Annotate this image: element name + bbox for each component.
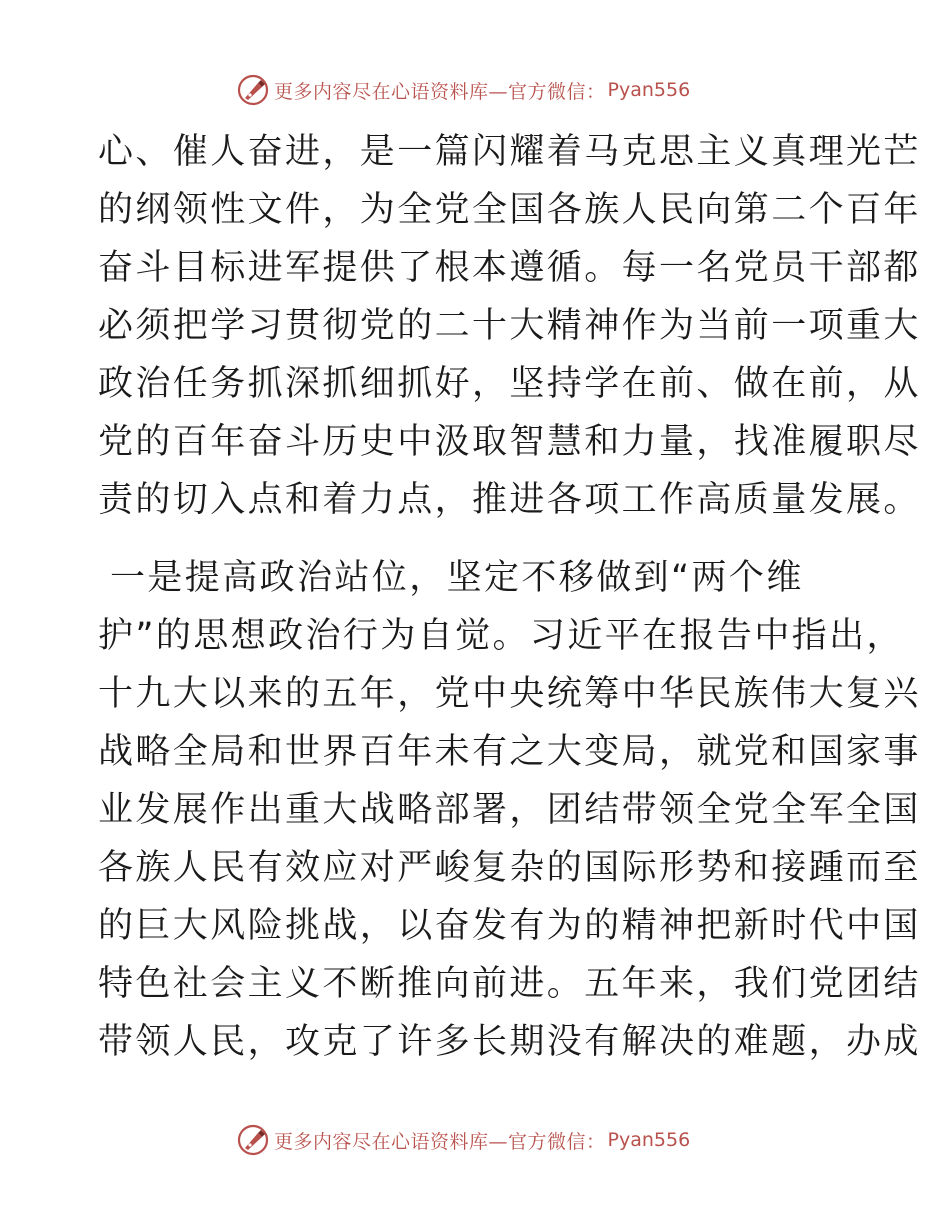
watermark-text: 更多内容尽在心语资料库—官方微信： [274, 80, 606, 103]
watermark-text: 更多内容尽在心语资料库—官方微信： [274, 1130, 606, 1153]
paragraph-1 [98, 123, 921, 529]
text-line: 护”的思想政治行为自觉。习近平在报告中指出， [98, 616, 904, 656]
pen-nib-logo-icon [236, 1123, 270, 1157]
text-line: 特色社会主义不断推向前进。五年来，我们党团结 [98, 964, 921, 1004]
text-line: 一是提高政治站位，坚定不移做到“两个维 [110, 558, 804, 598]
watermark-wechat-id: Pyan556 [607, 1129, 691, 1151]
pen-nib-logo-icon [236, 73, 270, 107]
text-line: 的巨大风险挑战，以奋发有为的精神把新时代中国 [98, 906, 921, 946]
text-line: 各族人民有效应对严峻复杂的国际形势和接踵而至 [98, 848, 921, 888]
text-line: 的纲领性文件，为全党全国各族人民向第二个百年 [98, 190, 921, 230]
footer-watermark [236, 1123, 690, 1157]
text-line: 必须把学习贯彻党的二十大精神作为当前一项重大 [98, 306, 921, 346]
body-text [98, 123, 921, 1071]
text-line: 责的切入点和着力点，推进各项工作高质量发展。 [98, 480, 921, 520]
text-line: 带领人民，攻克了许多长期没有解决的难题，办成 [98, 1022, 921, 1062]
watermark-wechat-id: Pyan556 [607, 79, 691, 101]
text-line: 奋斗目标进军提供了根本遵循。每一名党员干部都 [98, 248, 921, 288]
text-line: 战略全局和世界百年未有之大变局，就党和国家事 [98, 732, 921, 772]
paragraph-2 [98, 549, 921, 1071]
text-line: 政治任务抓深抓细抓好，坚持学在前、做在前，从 [98, 364, 921, 404]
header-watermark [236, 73, 690, 107]
paragraph-gap [98, 529, 858, 549]
text-line: 十九大以来的五年，党中央统筹中华民族伟大复兴 [98, 674, 921, 714]
text-line: 心、催人奋进，是一篇闪耀着马克思主义真理光芒 [98, 132, 921, 172]
text-line: 党的百年奋斗历史中汲取智慧和力量，找准履职尽 [98, 422, 921, 462]
text-line: 业发展作出重大战略部署，团结带领全党全军全国 [98, 790, 921, 830]
